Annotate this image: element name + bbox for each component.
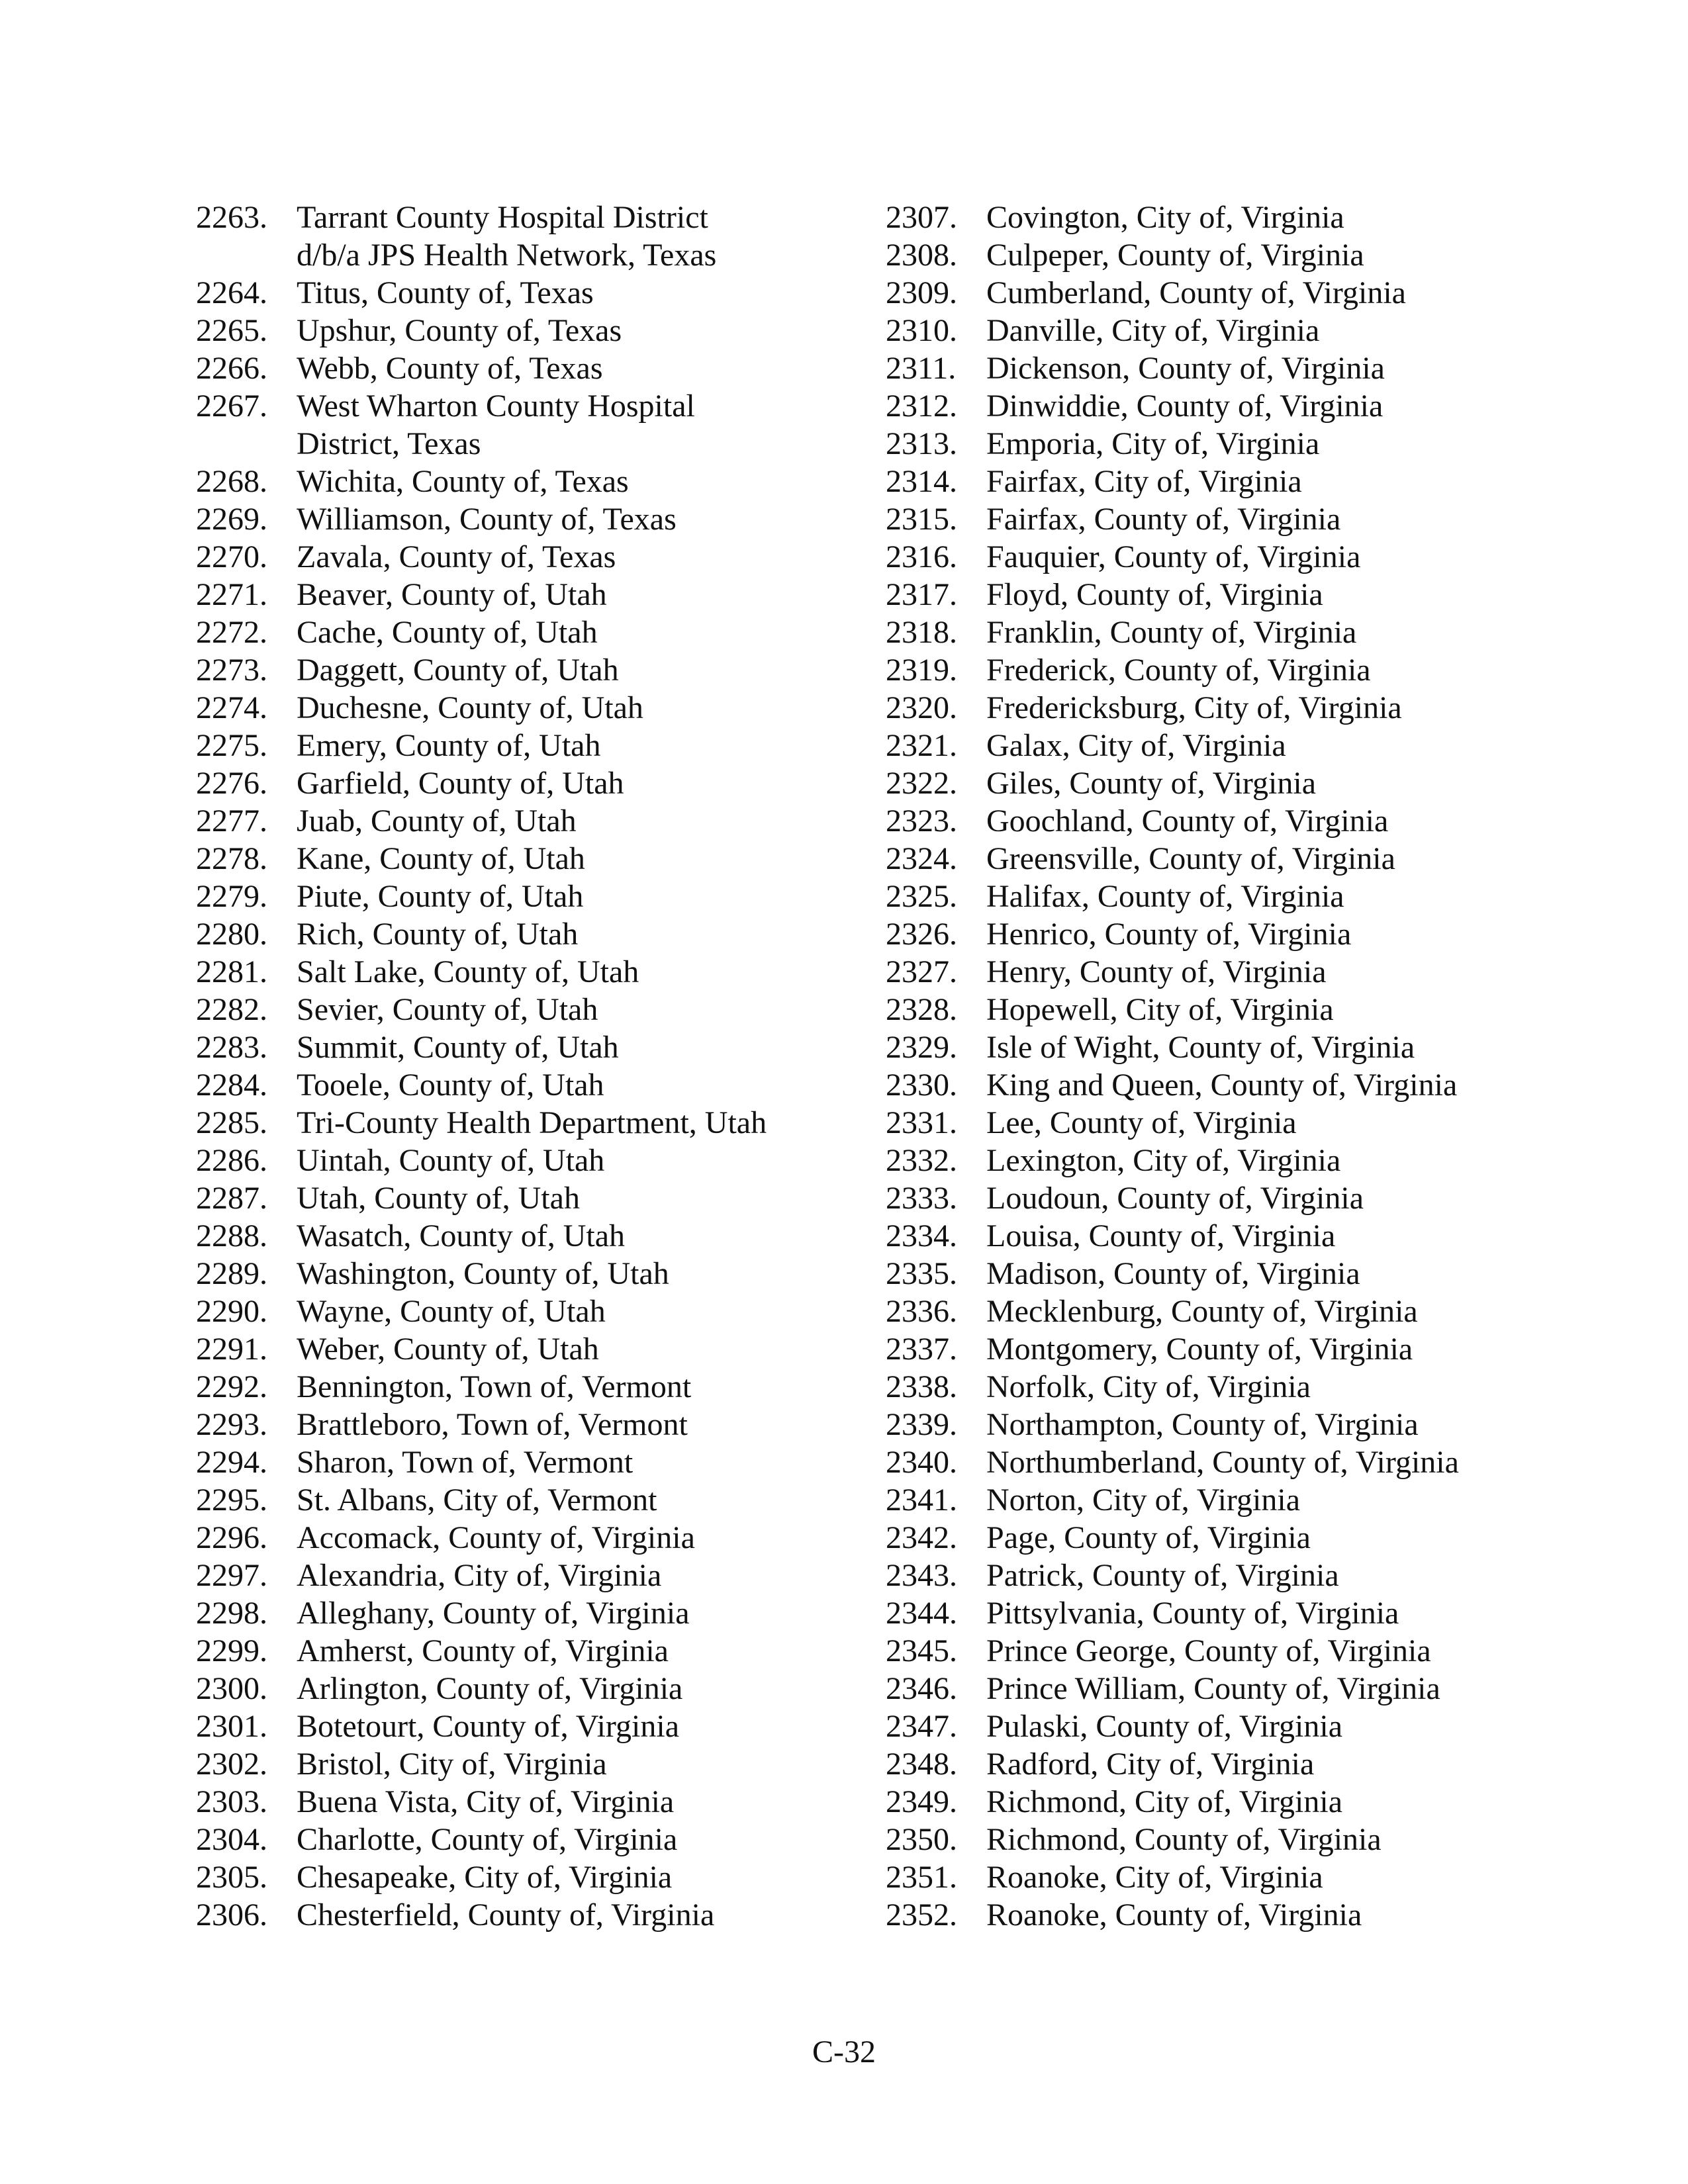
list-item (196, 199, 831, 274)
list-item (886, 500, 1521, 538)
list-item (886, 727, 1521, 764)
item-number: 2315. (886, 502, 957, 537)
item-text: Piute, County of, Utah (297, 879, 584, 914)
item-text: Giles, County of, Virginia (986, 766, 1316, 801)
item-text: Madison, County of, Virginia (986, 1256, 1360, 1291)
item-text: Botetourt, County of, Virginia (297, 1709, 679, 1744)
list-item (886, 1142, 1521, 1179)
list-item (886, 651, 1521, 689)
item-number: 2307. (886, 200, 957, 235)
list-item (886, 1821, 1521, 1858)
item-number: 2309. (886, 275, 957, 310)
item-number: 2344. (886, 1596, 957, 1631)
item-number: 2312. (886, 388, 957, 424)
item-text: Montgomery, County of, Virginia (986, 1332, 1413, 1367)
item-text: Zavala, County of, Texas (297, 539, 616, 574)
item-text: Norton, City of, Virginia (986, 1482, 1300, 1518)
item-text: Wayne, County of, Utah (297, 1294, 606, 1329)
item-text: Prince George, County of, Virginia (986, 1633, 1431, 1668)
item-number: 2311. (886, 351, 957, 386)
list-item (886, 236, 1521, 274)
list-item (196, 915, 831, 953)
item-number: 2308. (886, 238, 957, 273)
item-number: 2306. (196, 1897, 267, 1933)
list-item (196, 802, 831, 840)
item-number: 2263. (196, 200, 267, 235)
left-column (196, 199, 831, 1934)
item-number: 2334. (886, 1218, 957, 1253)
list-item (886, 1028, 1521, 1066)
item-text: Fredericksburg, City of, Virginia (986, 690, 1402, 725)
list-item (886, 425, 1521, 463)
item-text: Roanoke, City of, Virginia (986, 1860, 1323, 1895)
list-item (886, 1255, 1521, 1293)
item-text: Pittsylvania, County of, Virginia (986, 1596, 1399, 1631)
item-text: Mecklenburg, County of, Virginia (986, 1294, 1418, 1329)
item-number: 2341. (886, 1482, 957, 1518)
list-item (886, 538, 1521, 576)
list-item (886, 1066, 1521, 1104)
list-item (196, 1028, 831, 1066)
item-text: Amherst, County of, Virginia (297, 1633, 669, 1668)
list-item (886, 1632, 1521, 1670)
item-text: Alleghany, County of, Virginia (297, 1596, 690, 1631)
list-item (196, 1594, 831, 1632)
item-text: Duchesne, County of, Utah (297, 690, 643, 725)
item-text: Northumberland, County of, Virginia (986, 1445, 1459, 1480)
item-text: Dinwiddie, County of, Virginia (986, 388, 1383, 424)
item-number: 2301. (196, 1709, 267, 1744)
item-number: 2291. (196, 1332, 267, 1367)
item-text: Cache, County of, Utah (297, 615, 598, 650)
item-number: 2339. (886, 1407, 957, 1442)
item-text: Beaver, County of, Utah (297, 577, 607, 612)
list-item (886, 1481, 1521, 1519)
item-number: 2286. (196, 1143, 267, 1178)
item-text: Garfield, County of, Utah (297, 766, 624, 801)
list-item (886, 1557, 1521, 1594)
item-text: Fairfax, City of, Virginia (986, 464, 1302, 499)
list-item (886, 614, 1521, 651)
item-text: Lexington, City of, Virginia (986, 1143, 1341, 1178)
right-column (886, 199, 1521, 1934)
item-number: 2298. (196, 1596, 267, 1631)
item-text: Floyd, County of, Virginia (986, 577, 1323, 612)
item-number: 2325. (886, 879, 957, 914)
list-item (196, 500, 831, 538)
item-number: 2332. (886, 1143, 957, 1178)
item-text: Frederick, County of, Virginia (986, 653, 1371, 688)
item-number: 2330. (886, 1068, 957, 1103)
item-number: 2273. (196, 653, 267, 688)
item-number: 2264. (196, 275, 267, 310)
item-number: 2294. (196, 1445, 267, 1480)
list-item (886, 576, 1521, 614)
item-text: Goochland, County of, Virginia (986, 803, 1389, 839)
list-item (196, 1821, 831, 1858)
item-text: King and Queen, County of, Virginia (986, 1068, 1458, 1103)
item-text: Loudoun, County of, Virginia (986, 1181, 1364, 1216)
list-item (886, 689, 1521, 727)
item-text: Sevier, County of, Utah (297, 992, 598, 1027)
item-text: Prince William, County of, Virginia (986, 1671, 1440, 1706)
list-item (196, 991, 831, 1028)
item-number: 2320. (886, 690, 957, 725)
item-number: 2346. (886, 1671, 957, 1706)
item-text: Wichita, County of, Texas (297, 464, 629, 499)
list-item (196, 1443, 831, 1481)
item-text: Arlington, County of, Virginia (297, 1671, 683, 1706)
item-number: 2329. (886, 1030, 957, 1065)
list-item (196, 463, 831, 500)
list-item (196, 1066, 831, 1104)
item-number: 2266. (196, 351, 267, 386)
list-item (886, 1896, 1521, 1934)
item-text: Radford, City of, Virginia (986, 1747, 1315, 1782)
item-number: 2331. (886, 1105, 957, 1140)
list-item (886, 1519, 1521, 1557)
item-number: 2349. (886, 1784, 957, 1819)
list-item (886, 953, 1521, 991)
item-text: St. Albans, City of, Vermont (297, 1482, 657, 1518)
list-item (196, 1293, 831, 1330)
item-text: Halifax, County of, Virginia (986, 879, 1344, 914)
item-text: Patrick, County of, Virginia (986, 1558, 1339, 1593)
item-number: 2288. (196, 1218, 267, 1253)
item-text: Richmond, City of, Virginia (986, 1784, 1343, 1819)
item-text: Utah, County of, Utah (297, 1181, 580, 1216)
item-number: 2317. (886, 577, 957, 612)
item-text: West Wharton County Hospital District, Texas (297, 388, 695, 461)
list-item (886, 764, 1521, 802)
item-text: Chesapeake, City of, Virginia (297, 1860, 673, 1895)
list-item (886, 1293, 1521, 1330)
item-text: Culpeper, County of, Virginia (986, 238, 1364, 273)
item-text: Page, County of, Virginia (986, 1520, 1311, 1555)
list-item (886, 349, 1521, 387)
item-text: Williamson, County of, Texas (297, 502, 677, 537)
item-number: 2327. (886, 954, 957, 989)
item-number: 2276. (196, 766, 267, 801)
item-number: 2328. (886, 992, 957, 1027)
list-item (196, 1670, 831, 1707)
list-item (886, 840, 1521, 878)
list-item (886, 1368, 1521, 1406)
list-item (886, 1707, 1521, 1745)
item-text: Upshur, County of, Texas (297, 313, 622, 348)
list-item (196, 1557, 831, 1594)
item-text: Norfolk, City of, Virginia (986, 1369, 1311, 1404)
list-item (196, 614, 831, 651)
list-item (886, 991, 1521, 1028)
item-number: 2333. (886, 1181, 957, 1216)
item-number: 2296. (196, 1520, 267, 1555)
item-number: 2267. (196, 388, 267, 424)
item-number: 2281. (196, 954, 267, 989)
list-item (886, 1594, 1521, 1632)
item-text: Northampton, County of, Virginia (986, 1407, 1419, 1442)
item-number: 2319. (886, 653, 957, 688)
item-number: 2350. (886, 1822, 957, 1857)
page-number: C-32 (812, 2034, 876, 2070)
item-number: 2272. (196, 615, 267, 650)
list-item (886, 274, 1521, 312)
list-item (886, 802, 1521, 840)
item-text: Wasatch, County of, Utah (297, 1218, 626, 1253)
item-text: Salt Lake, County of, Utah (297, 954, 639, 989)
item-text: Buena Vista, City of, Virginia (297, 1784, 675, 1819)
item-number: 2313. (886, 426, 957, 461)
item-text: Daggett, County of, Utah (297, 653, 619, 688)
item-number: 2316. (886, 539, 957, 574)
item-number: 2303. (196, 1784, 267, 1819)
item-number: 2277. (196, 803, 267, 839)
list-item (196, 538, 831, 576)
list-item (196, 1519, 831, 1557)
item-number: 2345. (886, 1633, 957, 1668)
item-text: Henrico, County of, Virginia (986, 917, 1352, 952)
item-text: Lee, County of, Virginia (986, 1105, 1297, 1140)
item-text: Charlotte, County of, Virginia (297, 1822, 678, 1857)
list-item (196, 1104, 831, 1142)
item-number: 2285. (196, 1105, 267, 1140)
item-text: Webb, County of, Texas (297, 351, 603, 386)
item-text: Emery, County of, Utah (297, 728, 601, 763)
item-number: 2268. (196, 464, 267, 499)
item-text: Juab, County of, Utah (297, 803, 577, 839)
list-item (196, 1783, 831, 1821)
item-text: Galax, City of, Virginia (986, 728, 1286, 763)
item-number: 2340. (886, 1445, 957, 1480)
list-item (196, 312, 831, 349)
list-item (886, 878, 1521, 915)
item-number: 2326. (886, 917, 957, 952)
item-number: 2318. (886, 615, 957, 650)
item-number: 2289. (196, 1256, 267, 1291)
item-number: 2343. (886, 1558, 957, 1593)
list-item (886, 1179, 1521, 1217)
item-text: Brattleboro, Town of, Vermont (297, 1407, 688, 1442)
item-number: 2342. (886, 1520, 957, 1555)
item-number: 2352. (886, 1897, 957, 1933)
list-item (196, 1745, 831, 1783)
list-item (196, 1896, 831, 1934)
list-item (886, 199, 1521, 236)
item-text: Greensville, County of, Virginia (986, 841, 1395, 876)
item-text: Fairfax, County of, Virginia (986, 502, 1341, 537)
item-text: Tri-County Health Department, Utah (297, 1105, 767, 1140)
item-text: Covington, City of, Virginia (986, 200, 1344, 235)
item-number: 2351. (886, 1860, 957, 1895)
list-item (196, 878, 831, 915)
item-number: 2271. (196, 577, 267, 612)
list-item (196, 349, 831, 387)
item-number: 2322. (886, 766, 957, 801)
item-number: 2278. (196, 841, 267, 876)
item-number: 2284. (196, 1068, 267, 1103)
list-item (196, 1632, 831, 1670)
list-item (196, 1142, 831, 1179)
item-number: 2335. (886, 1256, 957, 1291)
item-number: 2310. (886, 313, 957, 348)
list-item (196, 1481, 831, 1519)
item-text: Bristol, City of, Virginia (297, 1747, 607, 1782)
list-item (196, 1255, 831, 1293)
item-text: Titus, County of, Texas (297, 275, 594, 310)
item-text: Cumberland, County of, Virginia (986, 275, 1406, 310)
item-number: 2270. (196, 539, 267, 574)
list-item (886, 312, 1521, 349)
list-item (196, 1406, 831, 1443)
item-number: 2304. (196, 1822, 267, 1857)
item-text: Summit, County of, Utah (297, 1030, 619, 1065)
item-number: 2297. (196, 1558, 267, 1593)
item-text: Hopewell, City of, Virginia (986, 992, 1334, 1027)
item-number: 2323. (886, 803, 957, 839)
list-item (196, 953, 831, 991)
item-number: 2269. (196, 502, 267, 537)
item-number: 2305. (196, 1860, 267, 1895)
item-text: Tooele, County of, Utah (297, 1068, 604, 1103)
item-number: 2282. (196, 992, 267, 1027)
item-text: Bennington, Town of, Vermont (297, 1369, 692, 1404)
item-number: 2337. (886, 1332, 957, 1367)
item-text: Emporia, City of, Virginia (986, 426, 1320, 461)
list-item (196, 1707, 831, 1745)
list-item (196, 274, 831, 312)
item-number: 2283. (196, 1030, 267, 1065)
item-number: 2300. (196, 1671, 267, 1706)
list-item (886, 1783, 1521, 1821)
list-item (886, 1858, 1521, 1896)
item-text: Washington, County of, Utah (297, 1256, 669, 1291)
item-text: Weber, County of, Utah (297, 1332, 599, 1367)
item-number: 2324. (886, 841, 957, 876)
item-number: 2295. (196, 1482, 267, 1518)
item-text: Tarrant County Hospital District d/b/a JPS Health Network, Texas (297, 200, 717, 273)
item-text: Danville, City of, Virginia (986, 313, 1320, 348)
item-number: 2347. (886, 1709, 957, 1744)
item-text: Uintah, County of, Utah (297, 1143, 605, 1178)
item-number: 2336. (886, 1294, 957, 1329)
item-number: 2292. (196, 1369, 267, 1404)
list-item (196, 1368, 831, 1406)
item-text: Richmond, County of, Virginia (986, 1822, 1382, 1857)
list-item (886, 1745, 1521, 1783)
list-item (886, 1406, 1521, 1443)
item-text: Franklin, County of, Virginia (986, 615, 1357, 650)
list-item (886, 915, 1521, 953)
item-number: 2290. (196, 1294, 267, 1329)
list-item (886, 463, 1521, 500)
list-item (196, 689, 831, 727)
list-item (196, 1858, 831, 1896)
list-item (196, 764, 831, 802)
item-text: Louisa, County of, Virginia (986, 1218, 1336, 1253)
item-text: Dickenson, County of, Virginia (986, 351, 1385, 386)
item-number: 2338. (886, 1369, 957, 1404)
item-number: 2314. (886, 464, 957, 499)
list-item (196, 840, 831, 878)
list-item (196, 387, 831, 463)
item-number: 2274. (196, 690, 267, 725)
list-item (886, 1670, 1521, 1707)
list-item (886, 1443, 1521, 1481)
item-text: Pulaski, County of, Virginia (986, 1709, 1343, 1744)
list-item (196, 651, 831, 689)
item-text: Fauquier, County of, Virginia (986, 539, 1361, 574)
item-text: Alexandria, City of, Virginia (297, 1558, 662, 1593)
item-number: 2302. (196, 1747, 267, 1782)
item-number: 2279. (196, 879, 267, 914)
list-item (886, 1104, 1521, 1142)
item-text: Roanoke, County of, Virginia (986, 1897, 1362, 1933)
list-item (886, 1217, 1521, 1255)
item-number: 2287. (196, 1181, 267, 1216)
list-item (886, 1330, 1521, 1368)
item-text: Isle of Wight, County of, Virginia (986, 1030, 1415, 1065)
list-item (196, 1217, 831, 1255)
list-item (196, 576, 831, 614)
item-number: 2293. (196, 1407, 267, 1442)
item-number: 2348. (886, 1747, 957, 1782)
item-number: 2299. (196, 1633, 267, 1668)
list-item (196, 1330, 831, 1368)
item-number: 2275. (196, 728, 267, 763)
list-item (886, 387, 1521, 425)
item-number: 2321. (886, 728, 957, 763)
item-text: Kane, County of, Utah (297, 841, 585, 876)
item-number: 2280. (196, 917, 267, 952)
item-number: 2265. (196, 313, 267, 348)
item-text: Rich, County of, Utah (297, 917, 579, 952)
list-item (196, 1179, 831, 1217)
item-text: Accomack, County of, Virginia (297, 1520, 695, 1555)
list-item (196, 727, 831, 764)
item-text: Chesterfield, County of, Virginia (297, 1897, 715, 1933)
item-text: Sharon, Town of, Vermont (297, 1445, 633, 1480)
item-text: Henry, County of, Virginia (986, 954, 1327, 989)
